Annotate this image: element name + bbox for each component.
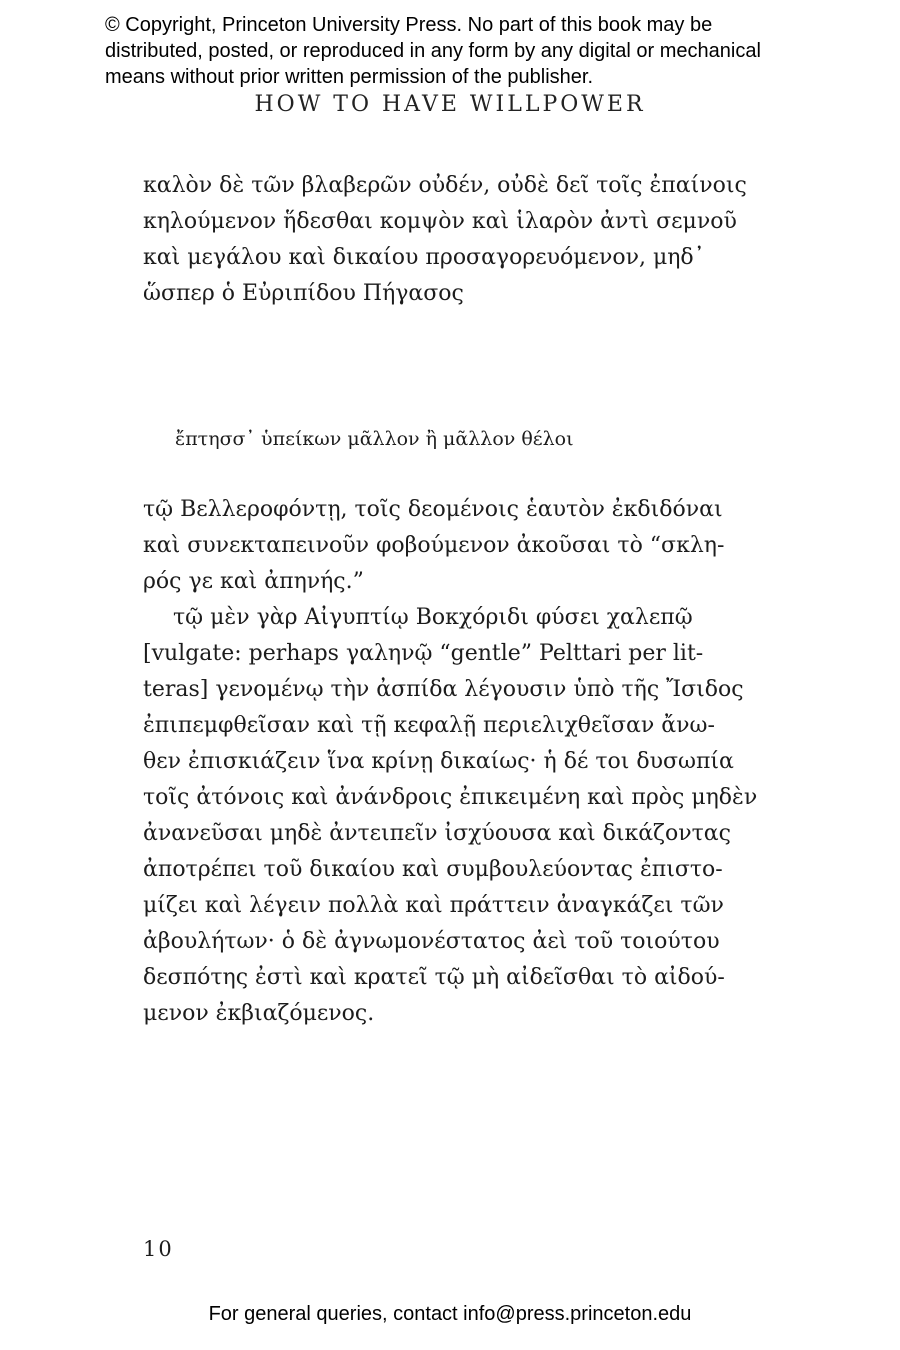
text-line: ἐπιπεμφθεῖσαν καὶ τῇ κεφαλῇ περιελιχθεῖσαν ἄνω-	[143, 713, 715, 738]
copyright-line: © Copyright, Princeton University Press. No part of this book may be	[105, 14, 713, 36]
text-line: ἀβουλήτων· ὁ δὲ ἀγνωμονέστατος ἀεὶ τοῦ τοιούτου	[143, 929, 720, 954]
text-line: κηλούμενον ἥδεσθαι κομψὸν καὶ ἱλαρὸν ἀντὶ σεμνοῦ	[143, 209, 737, 234]
copyright-notice	[105, 12, 865, 90]
text-line: ὥσπερ ὁ Εὐριπίδου Πήγασος	[143, 281, 464, 306]
text-line: καλὸν δὲ τῶν βλαβερῶν οὐδέν, οὐδὲ δεῖ τοῖς ἐπαίνοις	[143, 173, 747, 198]
text-line: θεν ἐπισκιάζειν ἵνα κρίνῃ δικαίως· ἡ δέ τοι δυσωπία	[143, 749, 734, 774]
contact-footer: For general queries, contact info@press.princeton.edu	[208, 1303, 692, 1325]
paragraph-3	[143, 600, 773, 1032]
text-line: καὶ συνεκταπεινοῦν φοβούμενον ἀκοῦσαι τὸ “σκλη-	[143, 533, 725, 558]
text-line: ρός γε καὶ ἀπηνής.”	[143, 569, 364, 594]
text-line: τοῖς ἀτόνοις καὶ ἀνάνδροις ἐπικειμένη καὶ πρὸς μηδὲν	[143, 785, 758, 810]
running-head: HOW TO HAVE WILLPOWER	[254, 92, 646, 117]
text-line: [vulgate: perhaps γαληνῷ “gentle” Pelttari per lit-	[143, 641, 704, 666]
text-line: μίζει καὶ λέγειν πολλὰ καὶ πράττειν ἀναγκάζει τῶν	[143, 893, 724, 918]
text-line: μενον ἐκβιαζόμενος.	[143, 1001, 375, 1026]
text-line: δεσπότης ἐστὶ καὶ κρατεῖ τῷ μὴ αἰδεῖσθαι τὸ αἰδού-	[143, 965, 725, 990]
page-number: 10	[143, 1237, 174, 1261]
paragraph-2	[143, 492, 773, 600]
text-line: teras] γενομένῳ τὴν ἀσπίδα λέγουσιν ὑπὸ τῆς Ἴσιδος	[143, 677, 744, 702]
copyright-line: means without prior written permission of the publisher.	[105, 66, 594, 88]
text-line: τῷ μὲν γὰρ Αἰγυπτίῳ Βοκχόριδι φύσει χαλεπῷ	[173, 605, 693, 630]
text-line: ἀποτρέπει τοῦ δικαίου καὶ συμβουλεύοντας ἐπιστο-	[143, 857, 723, 882]
paragraph-1	[143, 168, 773, 312]
verse-quote: ἔπτησσ᾽ ὑπείκων μᾶλλον ἢ μᾶλλον θέλοι	[175, 428, 574, 450]
text-line: τῷ Βελλεροφόντῃ, τοῖς δεομένοις ἑαυτὸν ἐκδιδόναι	[143, 497, 723, 522]
copyright-line: distributed, posted, or reproduced in any form by any digital or mechanical	[105, 40, 761, 62]
text-line: ἀνανεῦσαι μηδὲ ἀντειπεῖν ἰσχύουσα καὶ δικάζοντας	[143, 821, 731, 846]
text-line: καὶ μεγάλου καὶ δικαίου προσαγορευόμενον, μηδ᾽	[143, 245, 705, 270]
